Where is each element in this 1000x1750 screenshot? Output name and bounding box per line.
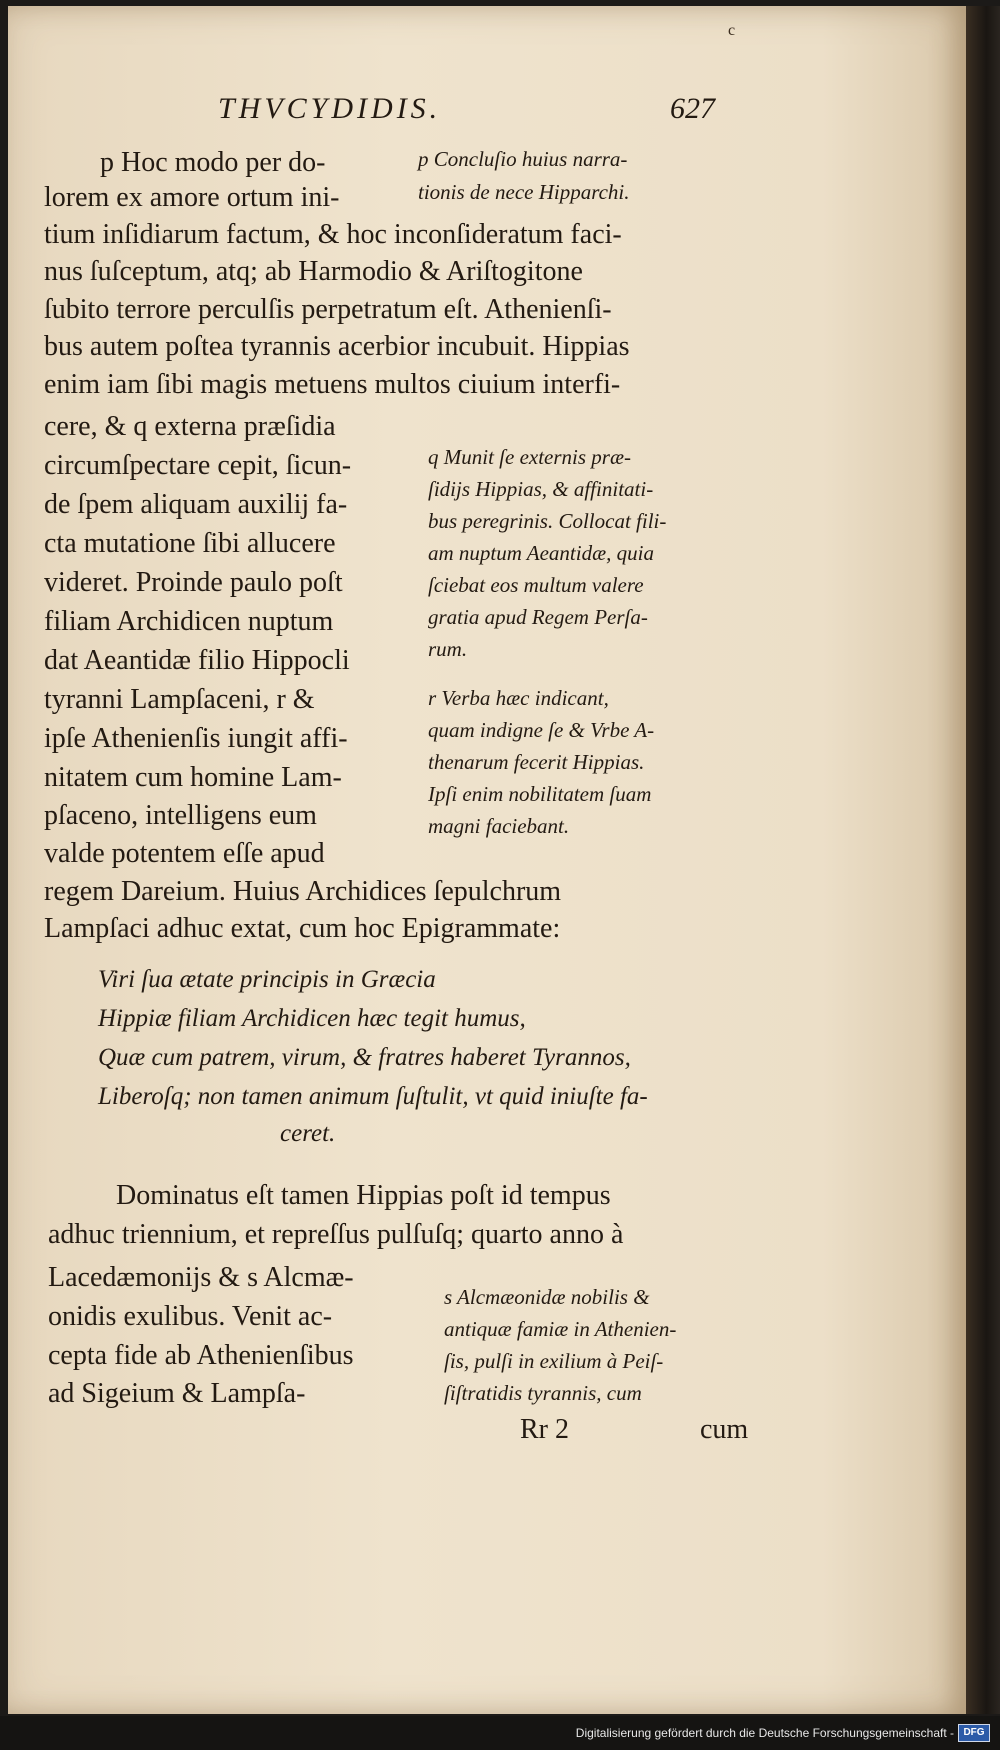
- margin-note-line: p Concluſio huius narra-: [418, 147, 628, 171]
- text-line: cta mutatione ſibi allucere: [44, 528, 336, 559]
- digitization-note: Digitalisierung gefördert durch die Deutsche Forschungsgemeinschaft -: [575, 1726, 954, 1740]
- epigram-line: Liberoſq; non tamen animum ſuſtulit, vt quid iniuſte fa-: [98, 1083, 648, 1110]
- text-line: enim iam ſibi magis metuens multos ciuium interfi-: [44, 369, 621, 400]
- text-line: Dominatus eſt tamen Hippias poſt id tempus: [116, 1180, 611, 1211]
- margin-note-line: gratia apud Regem Perſa-: [428, 605, 648, 629]
- epigram-line: ceret.: [280, 1120, 336, 1147]
- text-line: onidis exulibus. Venit ac-: [48, 1301, 333, 1332]
- text-line: valde potentem eſſe apud: [44, 838, 325, 869]
- catchword: cum: [700, 1414, 749, 1445]
- margin-note-line: rum.: [428, 637, 468, 661]
- text-line: regem Dareium. Huius Archidices ſepulchrum: [44, 876, 562, 907]
- running-title: THVCYDIDIS.: [218, 92, 442, 125]
- margin-note-line: s Alcmæonidæ nobilis &: [444, 1285, 650, 1309]
- text-line: lorem ex amore ortum ini-: [44, 182, 340, 213]
- text-line: cepta fide ab Athenienſibus: [48, 1340, 354, 1371]
- dfg-logo: DFG: [958, 1724, 990, 1742]
- margin-note-line: ſiſtratidis tyrannis, cum: [444, 1381, 642, 1405]
- epigram-line: Hippiæ filiam Archidicen hæc tegit humus,: [98, 1005, 526, 1032]
- text-line: ipſe Athenienſis iungit affi-: [44, 723, 348, 754]
- text-line: pſaceno, intelligens eum: [44, 800, 317, 831]
- corner-mark: c: [728, 22, 736, 39]
- text-line: Lacedæmonijs & s Alcmæ-: [48, 1262, 354, 1293]
- margin-note-line: am nuptum Aeantidæ, quia: [428, 541, 654, 565]
- text-line: nus ſuſceptum, atq; ab Harmodio & Ariſtogitone: [44, 256, 583, 287]
- text-line: de ſpem aliquam auxilij fa-: [44, 489, 348, 520]
- text-line: tium inſidiarum factum, & hoc inconſideratum faci-: [44, 219, 622, 250]
- margin-note-line: ſidijs Hippias, & affinitati-: [428, 477, 654, 501]
- margin-note-line: ſis, pulſi in exilium à Peiſ-: [444, 1349, 664, 1373]
- text-line: p Hoc modo per do-: [100, 147, 326, 178]
- margin-note-line: ſciebat eos multum valere: [428, 573, 644, 597]
- text-line: filiam Archidicen nuptum: [44, 606, 334, 637]
- margin-note-line: thenarum fecerit Hippias.: [428, 750, 645, 774]
- text-line: bus autem poſtea tyrannis acerbior incubuit. Hippias: [44, 331, 630, 362]
- text-line: dat Aeantidæ filio Hippocli: [44, 645, 350, 676]
- margin-note-line: Ipſi enim nobilitatem ſuam: [428, 782, 652, 806]
- epigram-line: Viri ſua ætate principis in Græcia: [98, 966, 436, 993]
- margin-note-line: tionis de nece Hipparchi.: [418, 180, 630, 204]
- margin-note-line: r Verba hæc indicant,: [428, 686, 609, 710]
- page-edge: [966, 6, 1000, 1714]
- page-number: 627: [670, 92, 715, 125]
- text-line: cere, & q externa præſidia: [44, 411, 336, 442]
- text-line: ad Sigeium & Lampſa-: [48, 1378, 306, 1409]
- epigram-line: Quæ cum patrem, virum, & fratres haberet Tyrannos,: [98, 1044, 631, 1071]
- margin-note-line: quam indigne ſe & Vrbe A-: [428, 718, 655, 742]
- text-line: tyranni Lampſaceni, r &: [44, 684, 315, 715]
- margin-note-line: bus peregrinis. Collocat fili-: [428, 509, 667, 533]
- text-line: circumſpectare cepit, ſicun-: [44, 450, 352, 481]
- text-line: nitatem cum homine Lam-: [44, 762, 342, 793]
- signature-mark: Rr 2: [520, 1414, 569, 1445]
- margin-note-line: magni faciebant.: [428, 814, 570, 838]
- margin-note-line: antiquæ famiæ in Athenien-: [444, 1317, 677, 1341]
- margin-note-line: q Munit ſe externis præ-: [428, 445, 631, 469]
- text-line: Lampſaci adhuc extat, cum hoc Epigrammate:: [44, 913, 561, 944]
- text-line: adhuc triennium, et repreſſus pulſuſq; quarto anno à: [48, 1219, 624, 1250]
- text-line: videret. Proinde paulo poſt: [44, 567, 343, 598]
- text-line: ſubito terrore perculſis perpetratum eſt. Athenienſi-: [44, 294, 612, 325]
